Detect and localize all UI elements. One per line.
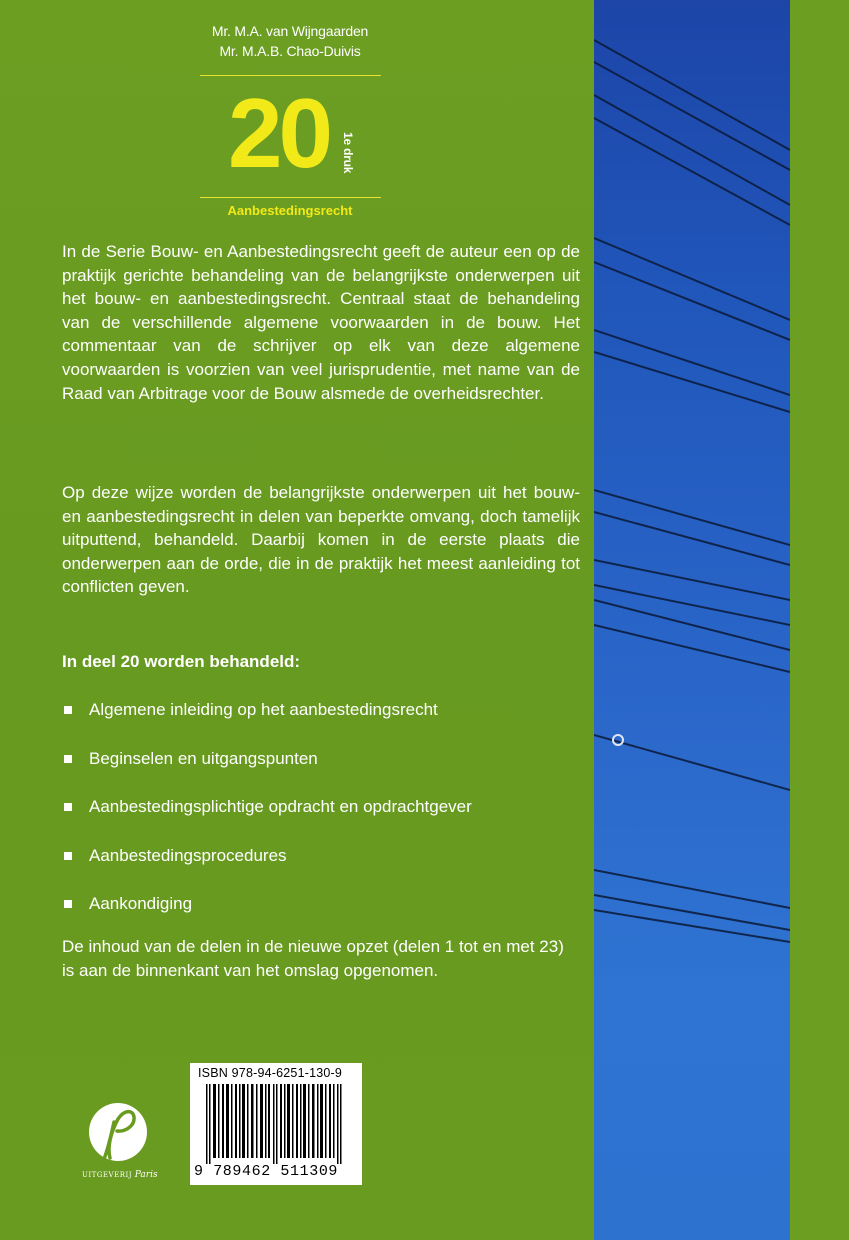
list-item [62, 846, 472, 895]
part-number: 20 [228, 78, 330, 188]
ean-digits: 9 789462 511309 [194, 1163, 339, 1180]
topic-label: Algemene inleiding op het aanbestedingsrecht [89, 700, 438, 719]
topic-label: Aankondiging [89, 894, 193, 913]
square-bullet-icon [64, 900, 72, 908]
topic-label: Aanbestedingsplichtige opdracht en opdrachtgever [89, 797, 472, 816]
list-item [62, 797, 472, 846]
barcode-icon [196, 1084, 356, 1164]
topic-label: Beginselen en uitgangspunten [89, 748, 318, 768]
list-item [62, 700, 472, 749]
description-paragraph-1: In de Serie Bouw- en Aanbestedingsrecht geeft de auteur een op de praktijk gerichte behandeling van de belangrijkste onderwerpen uit het bouw- en aanbestedingsrecht. Centraal staat de behandeling van de verschillende algemene voorwaarden in de bouw. Het commentaar van de schrijver op elk van deze algemene voorwaarden is voorzien van veel jurisprudentie, met name van de Raad van Arbitrage voor de Bouw alsmede de overheidsrechter. [62, 242, 580, 403]
power-lines-graphic [594, 0, 790, 1240]
topics-heading: In deel 20 worden behandeld: [62, 652, 301, 671]
topic-label: Aanbestedingsprocedures [89, 845, 287, 865]
author-1: Mr. M.A. van Wijngaarden [211, 23, 369, 39]
divider-top [200, 75, 381, 76]
square-bullet-icon [64, 803, 72, 811]
cover-edge [790, 0, 849, 1240]
list-item [62, 749, 472, 798]
book-subtitle: Aanbestedingsrecht [227, 203, 353, 218]
author-2: Mr. M.A.B. Chao-Duivis [219, 43, 361, 59]
publisher-name-script: Paris [134, 1170, 158, 1180]
publisher-name-small: UITGEVERIJ [82, 1171, 133, 1179]
topic-list [62, 700, 472, 943]
edition-label: 1e druk [341, 132, 355, 174]
description-paragraph-2: Op deze wijze worden de belangrijkste onderwerpen uit het bouw- en aanbestedingsrecht in delen van beperkte omvang, doch tamelijk uitputtend, behandeld. Daarbij komen in de eerste plaats die onderwerpen aan de orde, die in de praktijk het meest aanleiding tot conflicten geven. [62, 483, 580, 597]
square-bullet-icon [64, 852, 72, 860]
sky-power-lines-photo [594, 0, 790, 1240]
divider-bottom [200, 197, 381, 198]
publisher-name [82, 1170, 158, 1180]
publisher-logo-icon [80, 1092, 156, 1182]
isbn-label: ISBN 978-94-6251-130-9 [198, 1066, 343, 1080]
isbn-barcode [190, 1063, 362, 1185]
author-names [150, 21, 430, 61]
closing-paragraph: De inhoud van de delen in de nieuwe opzet (delen 1 tot en met 23) is aan de binnenkant van het omslag opgenomen. [62, 937, 564, 980]
square-bullet-icon [64, 755, 72, 763]
square-bullet-icon [64, 706, 72, 714]
